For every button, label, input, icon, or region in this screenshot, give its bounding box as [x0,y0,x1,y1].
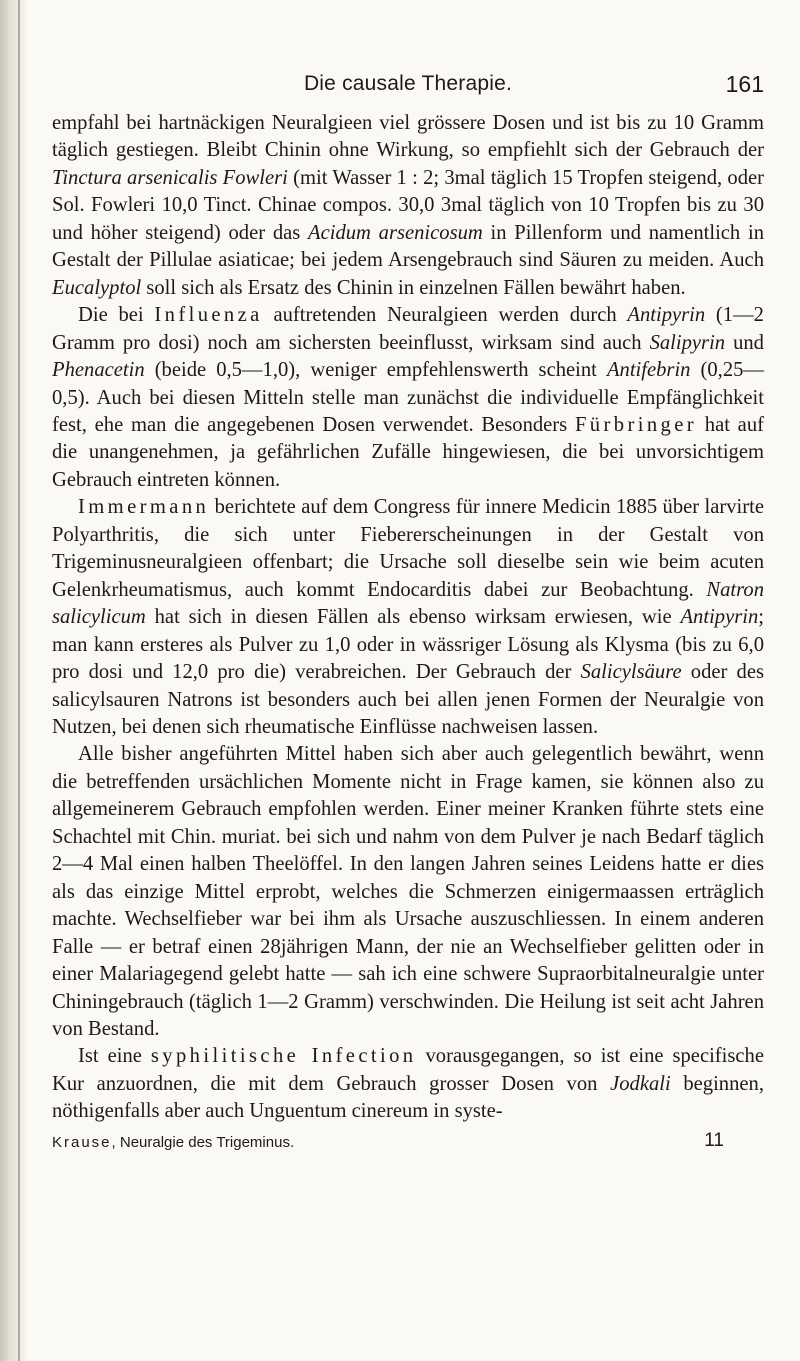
text-run: (0,25—0,5). Auch bei diesen Mitteln stelle man zunächst die individuelle Empfänglichkeit fest, ehe man die angegebenen Dosen verwendet. Besonders [52,359,765,436]
italic-term: Salicylsäure [580,661,682,684]
text-run: (mit Wasser 1 : 2; 3mal täglich 15 Tropfen steigend, oder Sol. Fowleri 10,0 Tinct. Chinae compos. 30,0 3mal täglich von 10 Tropfen bis zu 30 und höher steigend) oder das [52,166,764,244]
text-run: und [725,331,764,354]
signature-author: Krause [52,1133,112,1151]
text-run: hat auf die unangenehmen, ja gefährlichen Zufälle hingewiesen, die bei unvorsichtigem Gebrauch eintreten können. [52,413,764,491]
signature-number: 11 [704,1129,724,1151]
spaced-name: syphilitische Infection [150,1045,417,1068]
italic-term: Natron salicylicum [52,578,764,629]
paragraph [52,302,764,494]
book-gutter-shadow [0,0,26,1361]
text-run: in Pillenform und namentlich in Gestalt der Pillulae asiaticae; bei jedem Arsengebrauch sind Säuren zu meiden. Auch [52,221,764,272]
paragraph [52,110,764,302]
body-text [52,110,764,1126]
text-run: Die bei [78,304,155,327]
text-run: berichtete auf dem Congress für innere Medicin 1885 über larvirte Polyarthritis, die sich unter Fiebererscheinungen in der Gestalt von Trigeminusneuralgieen offenbart; die Ursache soll dieselbe sein wie beim acuten Gelenkrheumatismus, auch kommt Endocarditis dabei zur Beobachtung. [52,496,764,601]
text-run: (beide 0,5—1,0), weniger empfehlenswerth scheint [144,359,607,382]
italic-term: Acidum arsenicosum [308,221,483,244]
running-head: Die causale Therapie. [303,72,513,95]
spaced-name: Fürbringer [574,413,698,436]
text-run: ; man kann ersteres als Pulver zu 1,0 oder in wässriger Lösung als Klysma (bis zu 6,0 pro dosi und 12,0 pro die) verabreichen. Der Gebrauch der [52,606,764,684]
italic-term: Antipyrin [627,304,706,327]
italic-term: Phenacetin [52,359,145,382]
paragraph [52,1043,764,1125]
signature-title: , Neuralgie des Trigeminus. [111,1133,295,1151]
text-run: Alle bisher angeführten Mittel haben sich aber auch gelegentlich bewährt, wenn die betreffenden ursächlichen Momente nicht in Frage kamen, sie können also zu allgemeinerem Gebrauch empfohlen werden. Einer meiner Kranken führte stets eine Schachtel mit Chin. muriat. bei sich und nahm von dem Pulver je nach Bedarf täglich 2—4 Mal einen halben Theelöffel. In den langen Jahren seines Leidens hatte er dies als das einzige Mittel erprobt, welches die Schmerzen einigermaassen erträglich machte. Wechselfieber war bei ihm als Ursache auszuschliessen. In einem anderen Falle — er betraf einen 28jährigen Mann, der nie an Wechselfieber gelitten oder in einer Malariagegend gelebt hatte — sah ich eine schwere Supraorbitalneuralgie unter Chiningebrauch (täglich 1—2 Gramm) verschwinden. Die Heilung ist seit acht Jahren von Bestand. [52,743,764,1040]
text-run: hat sich in diesen Fällen als ebenso wirksam erwiesen, wie [145,606,681,629]
text-run: soll sich als Ersatz des Chinin in einzelnen Fällen bewährt haben. [141,276,686,299]
book-page [52,70,764,1157]
text-run: empfahl bei hartnäckigen Neuralgieen viel grössere Dosen und ist bis zu 10 Gramm täglich gestiegen. Bleibt Chinin ohne Wirkung, so empfiehlt sich der Gebrauch der [52,112,764,162]
binding-edge [18,0,20,1361]
italic-term: Antipyrin [680,606,759,629]
paragraph [52,741,764,1043]
spaced-name: Influenza [154,304,263,327]
text-run: oder des salicylsauren Natrons ist besonders auch bei allen jenen Formen der Neuralgie von Nutzen, bei denen sich rheumatische Einflüsse nachweisen lassen. [52,661,764,738]
text-run: beginnen, nöthigenfalls aber auch Unguentum cinereum in syste- [52,1072,764,1123]
text-run: vorausgegangen, so ist eine specifische Kur anzuordnen, die mit dem Gebrauch grosser Dosen von [52,1045,764,1095]
italic-term: Salipyrin [649,331,726,354]
italic-term: Tinctura arsenicalis Fowleri [52,166,288,189]
italic-term: Jodkali [610,1072,671,1095]
text-run: Ist eine [78,1045,151,1068]
printer-signature [52,1133,294,1153]
page-footer [52,1129,764,1157]
paragraph [52,494,764,741]
text-run: (1—2 Gramm pro dosi) noch am sichersten beeinflusst, wirksam sind auch [52,304,764,354]
page-header [52,70,764,110]
italic-term: Antifebrin [606,359,691,382]
spaced-name: Immermann [78,496,210,519]
italic-term: Eucalyptol [52,276,142,299]
text-run: auftretenden Neuralgieen werden durch [262,304,628,327]
page-number: 161 [725,71,764,97]
